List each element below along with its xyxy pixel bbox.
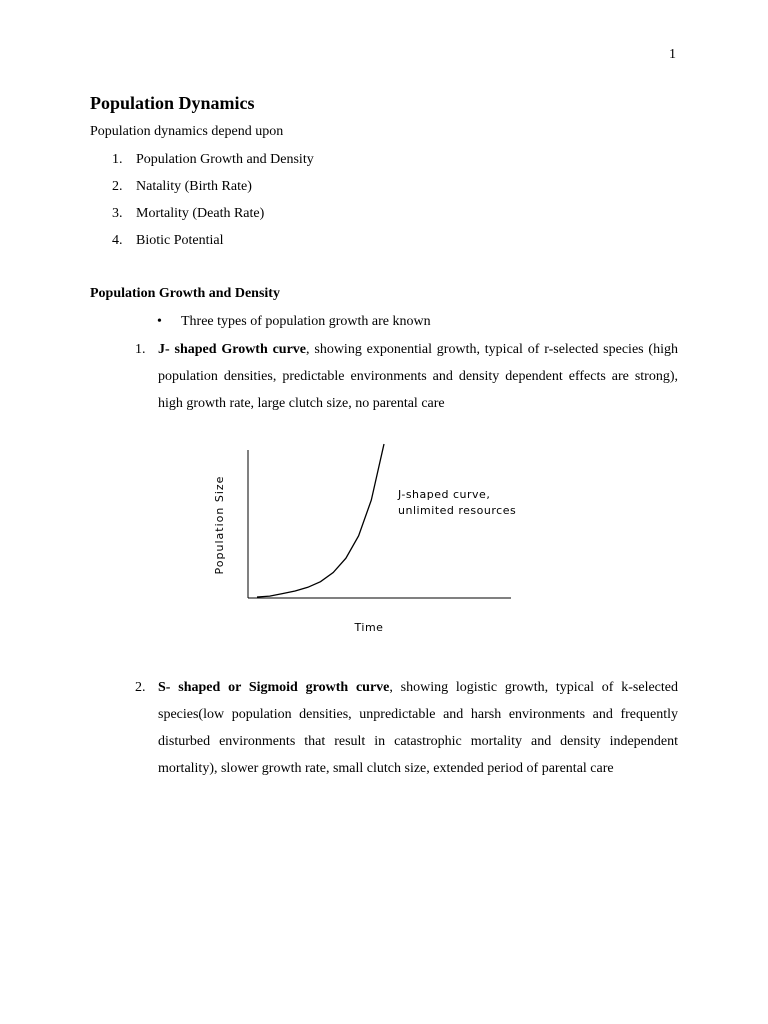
s-curve-term: S- shaped or Sigmoid growth curve — [158, 680, 390, 695]
j-curve-chart — [195, 430, 525, 640]
section-heading: Population Growth and Density — [90, 286, 280, 301]
list-item-label: Population Growth and Density — [136, 152, 314, 167]
paragraph-number: 2. — [135, 680, 146, 695]
bullet-text: Three types of population growth are known — [181, 314, 431, 329]
curve-annotation-line-2: unlimited resources — [398, 504, 517, 517]
x-axis-label: Time — [354, 621, 384, 634]
page-number: 1 — [669, 47, 676, 62]
curve-annotation-line-1: J-shaped curve, — [398, 488, 491, 501]
s-curve-paragraph — [158, 674, 678, 782]
growth-curve — [257, 444, 384, 597]
list-item — [112, 232, 314, 259]
list-number: 3. — [112, 206, 123, 221]
factor-list — [112, 151, 314, 259]
s-curve-description: , showing logistic growth, typical of k-selected species(low population densities, unpredictable and harsh environments and frequently disturbed environments that result in catastrophic mortality and density independent mortality), slower growth rate, small clutch size, extended period of parental care — [158, 680, 678, 776]
list-item-label: Biotic Potential — [136, 233, 224, 248]
list-item-label: Natality (Birth Rate) — [136, 179, 252, 194]
page-title: Population Dynamics — [90, 93, 255, 113]
list-item-label: Mortality (Death Rate) — [136, 206, 265, 221]
j-curve-term: J- shaped Growth curve — [158, 342, 307, 357]
list-item — [112, 205, 314, 232]
list-item — [112, 151, 314, 178]
j-curve-description: , showing exponential growth, typical of r-selected species (high population densities, predictable environments and density dependent effects are strong), high growth rate, large clutch size, no parental care — [158, 342, 678, 411]
y-axis-label: Population Size — [213, 475, 226, 575]
list-item — [112, 178, 314, 205]
j-curve-paragraph — [158, 336, 678, 417]
list-number: 1. — [112, 152, 123, 167]
list-number: 4. — [112, 233, 123, 248]
bullet-icon: • — [157, 314, 162, 329]
list-number: 2. — [112, 179, 123, 194]
paragraph-number: 1. — [135, 342, 146, 357]
intro-text: Population dynamics depend upon — [90, 124, 284, 139]
bullet-item — [157, 314, 431, 330]
